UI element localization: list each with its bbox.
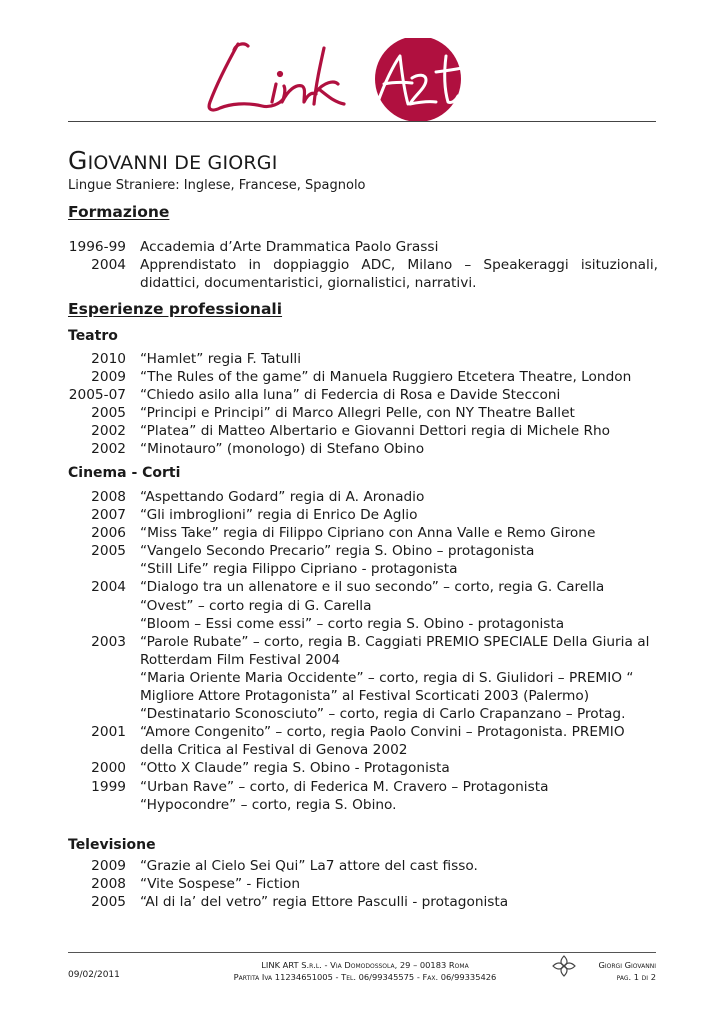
teatro-list [68,350,658,459]
televisione-entry [68,857,658,875]
televisione-entry [68,893,658,911]
person-name [68,146,278,175]
entry-description: Accademia d’Arte Drammatica Paolo Grassi [140,239,439,255]
teatro-entry [68,404,658,422]
entry-description: “Al di la’ del vetro” regia Ettore Pasculli - protagonista [140,894,509,911]
cinema-entry [68,524,658,542]
cinema-entry [68,705,658,723]
teatro-entry [68,368,658,386]
entry-year: 2000 [91,760,126,777]
cinema-entry [68,615,658,633]
section-title-esperienze: Esperienze professionali [68,300,283,318]
entry-description: “Aspettando Godard” regia di A. Aronadio [140,489,425,505]
entry-year: 2005-07 [68,387,126,404]
cinema-entry [68,506,658,524]
entry-description: “Parole Rubate” – corto, regia B. Caggiati PREMIO SPECIALE Della Giuria al Rotterdam Film Festival 2004 [140,633,650,668]
televisione-list [68,857,658,911]
entry-description: “Ovest” – corto regia di G. Carella [140,597,372,614]
entry-description: “Otto X Claude” regia S. Obino - Protagonista [140,760,450,777]
entry-description: “Vite Sospese” - Fiction [140,876,301,893]
cinema-entry [68,723,658,759]
footer-company-address: LINK ART S.r.l. - Via Domodossola, 29 – 00183 Roma [261,960,469,970]
entry-year: 2008 [91,876,126,893]
entry-description: “Miss Take” regia di Filippo Cipriano con Anna Valle e Remo Girone [140,525,596,542]
cinema-entry [68,578,658,596]
televisione-entry [68,875,658,893]
cinema-entry [68,542,658,560]
entry-description: “Platea” di Matteo Albertario e Giovanni Dettori regia di Michele Rho [140,423,611,440]
entry-year: 2003 [91,633,126,650]
cinema-entry [68,759,658,777]
entry-year: 2007 [91,507,126,524]
subsection-title-televisione: Televisione [68,837,156,853]
footer-company-contacts: Partita Iva 11234651005 - Tel. 06/99345575 - Fax. 06/99335426 [233,972,497,982]
teatro-entry [68,422,658,440]
entry-year: 2001 [91,724,126,741]
entry-year [68,615,126,633]
teatro-entry [68,386,658,404]
entry-description: “Still Life” regia Filippo Cipriano - protagonista [140,561,458,578]
cinema-entry [68,778,658,796]
footer-person-info [574,959,656,983]
entry-year [68,669,126,705]
subsection-title-cinema: Cinema - Corti [68,465,181,481]
footer-page-number: pag. 1 di 2 [616,972,656,982]
entry-year [68,597,126,615]
cinema-list [68,488,658,814]
formazione-list [68,238,658,292]
subsection-title-teatro: Teatro [68,328,118,344]
link-art-logo [200,38,475,123]
entry-year: 2005 [91,894,126,911]
footer-company-info [188,959,542,983]
entry-description: “Destinatario Sconosciuto” – corto, regia di Carlo Crapanzano – Protag. [140,706,626,723]
entry-year: 2004 [91,257,126,274]
entry-description: “Principi e Principi” di Marco Allegri Pelle, con NY Theatre Ballet [140,405,575,422]
entry-description: “Bloom – Essi come essi” – corto regia S. Obino - protagonista [140,615,565,632]
cinema-entry [68,560,658,578]
entry-description: “Dialogo tra un allenatore e il suo secondo” – corto, regia G. Carella [140,579,605,596]
entry-year: 2002 [91,423,126,440]
entry-description: Apprendistato in doppiaggio ADC, Milano – Speakeraggi isituzionali, didattici, documentaristici, giornalistici, narrativi. [140,257,658,292]
entry-year: 2005 [91,405,126,422]
entry-year: 2009 [91,369,126,386]
entry-year: 2002 [91,441,126,458]
cinema-entry [68,597,658,615]
cinema-entry [68,633,658,669]
name-initial: G [68,146,88,175]
entry-description: “Amore Congenito” – corto, regia Paolo Convini – Protagonista. PREMIO della Critica al Festival di Genova 2002 [140,724,625,759]
formazione-entry [68,238,658,256]
entry-description: “Maria Oriente Maria Occidente” – corto, regia di S. Giulidori – PREMIO “ Migliore Attore Protagonista” al Festival Scorticati 2003 (Palermo) [140,669,634,705]
entry-description: “The Rules of the game” di Manuela Ruggiero Etcetera Theatre, London [140,369,632,386]
entry-year: 2006 [91,525,126,542]
footer-date: 09/02/2011 [68,970,120,980]
cinema-entry [68,488,658,506]
cinema-entry [68,669,658,705]
languages-line: Lingue Straniere: Inglese, Francese, Spagnolo [68,178,366,193]
entry-year: 2008 [91,489,126,505]
teatro-entry [68,350,658,368]
footer-divider [68,952,656,953]
entry-year: 1999 [91,778,126,795]
entry-year: 2005 [91,543,126,560]
entry-description: “Urban Rave” – corto, di Federica M. Cravero – Protagonista [140,778,549,795]
entry-description: “Grazie al Cielo Sei Qui” La7 attore del cast fisso. [140,858,478,874]
entry-year [68,705,126,723]
entry-year: 2009 [91,858,126,874]
entry-description: “Hypocondre” – corto, regia S. Obino. [140,796,397,813]
teatro-entry [68,440,658,458]
entry-description: “Hamlet” regia F. Tatulli [140,351,301,367]
entry-description: “Vangelo Secondo Precario” regia S. Obino – protagonista [140,543,535,560]
entry-description: “Minotauro” (monologo) di Stefano Obino [140,441,425,458]
entry-year: 1996-99 [68,239,126,255]
cinema-entry [68,796,658,814]
formazione-entry [68,256,658,292]
entry-description: “Chiedo asilo alla luna” di Federcia di Rosa e Davide Stecconi [140,387,561,404]
entry-year [68,796,126,814]
entry-year [68,560,126,578]
entry-year: 2004 [91,579,126,596]
section-title-formazione: Formazione [68,203,170,221]
entry-description: “Gli imbroglioni” regia di Enrico De Aglio [140,507,418,524]
name-rest: IOVANNI DE GIORGI [87,152,278,174]
entry-year: 2010 [91,351,126,367]
header-divider [68,121,656,122]
footer-person-name: Giorgi Giovanni [598,960,656,970]
